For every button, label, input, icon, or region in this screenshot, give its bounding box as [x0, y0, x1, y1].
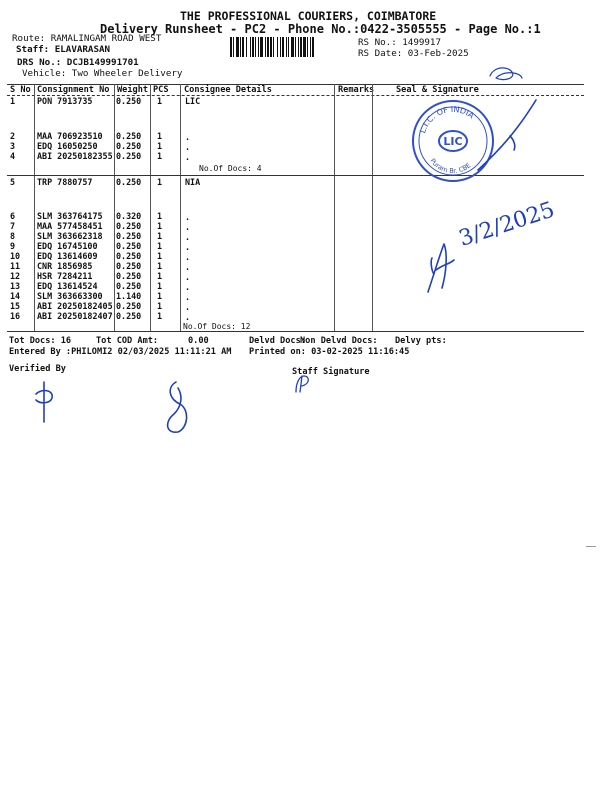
cell-pcs: 1: [157, 151, 163, 161]
barcode-bar: [291, 37, 294, 57]
barcode-bar: [267, 37, 269, 57]
cell-pcs: 1: [157, 301, 163, 311]
handwritten-mark: [486, 64, 526, 84]
cell-sno: 6: [10, 211, 16, 221]
cell-consignee: .: [185, 232, 191, 242]
barcode-bar: [286, 37, 287, 57]
cell-consignment: HSR 7284211: [37, 271, 93, 281]
verified-by-label: Verified By: [9, 364, 66, 374]
cell-consignment: EDQ 16050250: [37, 141, 98, 151]
col-seal: Seal & Signature: [396, 85, 479, 95]
cell-consignment: EDQ 13614609: [37, 251, 98, 261]
cell-consignment: PON 7913735: [37, 96, 93, 106]
barcode-bar: [295, 37, 296, 57]
rs-number: RS No.: 1499917: [358, 37, 441, 48]
tot-cod-label: Tot COD Amt:: [96, 336, 159, 346]
cell-sno: 5: [10, 177, 16, 187]
table-row: [0, 177, 600, 187]
svg-text:L.I.C. OF INDIA: L.I.C. OF INDIA: [418, 104, 476, 135]
handwritten-date: 3/2/2025: [456, 197, 558, 252]
verifier-signature: [30, 378, 60, 428]
runsheet-title: Delivery Runsheet - PC2 - Phone No.:0422-3505555 - Page No.:1: [100, 22, 541, 36]
cell-consignee: .: [185, 292, 191, 302]
entered-by: Entered By :PHILOMI2 02/03/2025 11:11:21 AM: [9, 347, 232, 357]
cell-sno: 13: [10, 281, 21, 291]
drs-label: DRS No.: DCJB149991701: [17, 57, 139, 68]
cell-pcs: 1: [157, 281, 163, 291]
barcode-bar: [250, 37, 251, 57]
cell-consignment: TRP 7880757: [37, 177, 93, 187]
cell-pcs: 1: [157, 131, 163, 141]
cell-weight: 0.250: [116, 221, 142, 231]
cell-pcs: 1: [157, 251, 163, 261]
cell-sno: 9: [10, 241, 16, 251]
table-row: [0, 311, 600, 321]
cell-consignment: CNR 1856985: [37, 261, 93, 271]
cell-pcs: 1: [157, 311, 163, 321]
edge-mark: [586, 546, 596, 547]
cell-consignee: NIA: [185, 177, 201, 187]
cell-weight: 0.250: [116, 281, 142, 291]
cell-consignee: .: [185, 282, 191, 292]
cell-consignment: EDQ 13614524: [37, 281, 98, 291]
svg-text:LIC: LIC: [443, 135, 463, 148]
cell-sno: 8: [10, 231, 16, 241]
barcode-bar: [230, 37, 232, 57]
staff-signature-mark: [290, 372, 316, 394]
barcode-bar: [282, 37, 284, 57]
tot-docs: Tot Docs: 16: [9, 336, 72, 346]
barcode-bar: [277, 37, 278, 57]
barcode-bar: [310, 37, 311, 57]
cell-pcs: 1: [157, 241, 163, 251]
col-sno: S No: [10, 85, 31, 95]
signature-stroke-stamp: [470, 96, 540, 176]
cell-consignment: SLM 363764175: [37, 211, 103, 221]
col-remarks: Remarks: [338, 85, 375, 95]
verifier-scribble: [158, 378, 198, 438]
cell-consignment: SLM 363662318: [37, 231, 103, 241]
barcode: [230, 37, 355, 57]
barcode-bar: [255, 37, 256, 57]
cell-weight: 0.320: [116, 211, 142, 221]
cell-consignee: .: [185, 222, 191, 232]
rs-date: RS Date: 03-Feb-2025: [358, 48, 469, 59]
cell-consignee: .: [185, 132, 191, 142]
barcode-bar: [233, 37, 234, 57]
cell-consignee: .: [185, 252, 191, 262]
cell-sno: 4: [10, 151, 16, 161]
cell-pcs: 1: [157, 291, 163, 301]
cell-weight: 0.250: [116, 301, 142, 311]
cell-consignee: .: [185, 212, 191, 222]
cell-sno: 12: [10, 271, 21, 281]
route-label: Route: RAMALINGAM ROAD WEST: [12, 33, 162, 44]
cell-sno: 15: [10, 301, 21, 311]
cell-pcs: 1: [157, 231, 163, 241]
barcode-bar: [236, 37, 239, 57]
cell-weight: 0.250: [116, 311, 142, 321]
barcode-bar: [242, 37, 244, 57]
col-pcs: PCS: [153, 85, 169, 95]
barcode-bar: [298, 37, 299, 57]
cell-sno: 10: [10, 251, 21, 261]
svg-text:Puram Br. CBE: Puram Br. CBE: [428, 156, 473, 176]
cell-pcs: 1: [157, 211, 163, 221]
barcode-bar: [303, 37, 306, 57]
cell-consignee: LIC: [185, 96, 201, 106]
vehicle-label: Vehicle: Two Wheeler Delivery: [22, 68, 183, 79]
group-total-2: No.Of Docs: 12: [183, 322, 251, 331]
barcode-bar: [252, 37, 254, 57]
cell-sno: 14: [10, 291, 21, 301]
barcode-bar: [273, 37, 274, 57]
cell-pcs: 1: [157, 261, 163, 271]
barcode-bar: [260, 37, 263, 57]
cell-consignee: .: [185, 312, 191, 322]
cell-consignment: ABI 20250182407: [37, 311, 113, 321]
cell-weight: 1.140: [116, 291, 142, 301]
non-delvd-docs: Non Delvd Docs:: [300, 336, 378, 346]
table-bottom-line: [7, 331, 584, 332]
printed-on: Printed on: 03-02-2025 11:16:45: [249, 347, 410, 357]
group-total-1: No.Of Docs: 4: [199, 164, 262, 173]
cell-consignee: .: [185, 272, 191, 282]
staff-signature-label: Staff Signature: [292, 367, 370, 377]
cell-sno: 11: [10, 261, 21, 271]
barcode-bar: [246, 37, 247, 57]
cell-weight: 0.250: [116, 141, 142, 151]
col-consignment: Consignment No: [37, 85, 110, 95]
barcode-bar: [280, 37, 281, 57]
cell-weight: 0.250: [116, 231, 142, 241]
cell-weight: 0.250: [116, 151, 142, 161]
cell-pcs: 1: [157, 177, 163, 187]
barcode-bar: [288, 37, 289, 57]
cell-consignment: SLM 363663300: [37, 291, 103, 301]
cell-sno: 3: [10, 141, 16, 151]
cell-weight: 0.250: [116, 261, 142, 271]
cell-weight: 0.250: [116, 131, 142, 141]
cell-weight: 0.250: [116, 177, 142, 187]
staff-label: Staff: ELAVARASAN: [16, 44, 111, 55]
barcode-bar: [270, 37, 272, 57]
cell-consignee: .: [185, 152, 191, 162]
cell-weight: 0.250: [116, 271, 142, 281]
cell-consignment: EDQ 16745100: [37, 241, 98, 251]
cell-consignee: .: [185, 242, 191, 252]
barcode-bar: [258, 37, 259, 57]
col-consignee: Consignee Details: [184, 85, 272, 95]
cell-pcs: 1: [157, 141, 163, 151]
barcode-bar: [265, 37, 266, 57]
cell-consignment: MAA 577458451: [37, 221, 103, 231]
col-weight: Weight: [117, 85, 149, 95]
company-name: THE PROFESSIONAL COURIERS, COIMBATORE: [180, 9, 437, 23]
cell-consignment: ABI 20250182355: [37, 151, 113, 161]
delvy-pts: Delvy pts:: [395, 336, 447, 346]
cell-consignee: .: [185, 142, 191, 152]
cell-pcs: 1: [157, 271, 163, 281]
cell-pcs: 1: [157, 221, 163, 231]
tot-cod-value: 0.00: [188, 336, 209, 346]
barcode-bar: [307, 37, 308, 57]
cell-sno: 16: [10, 311, 21, 321]
delvd-docs: Delvd Docs:: [249, 336, 306, 346]
cell-consignment: ABI 20250182405: [37, 301, 113, 311]
cell-sno: 2: [10, 131, 16, 141]
cell-consignee: .: [185, 302, 191, 312]
barcode-bar: [300, 37, 302, 57]
cell-consignee: .: [185, 262, 191, 272]
cell-weight: 0.250: [116, 251, 142, 261]
barcode-bar: [240, 37, 241, 57]
cell-sno: 7: [10, 221, 16, 231]
cell-consignment: MAA 706923510: [37, 131, 103, 141]
cell-weight: 0.250: [116, 241, 142, 251]
cell-sno: 1: [10, 96, 16, 106]
cell-pcs: 1: [157, 96, 163, 106]
barcode-bar: [312, 37, 314, 57]
cell-weight: 0.250: [116, 96, 142, 106]
